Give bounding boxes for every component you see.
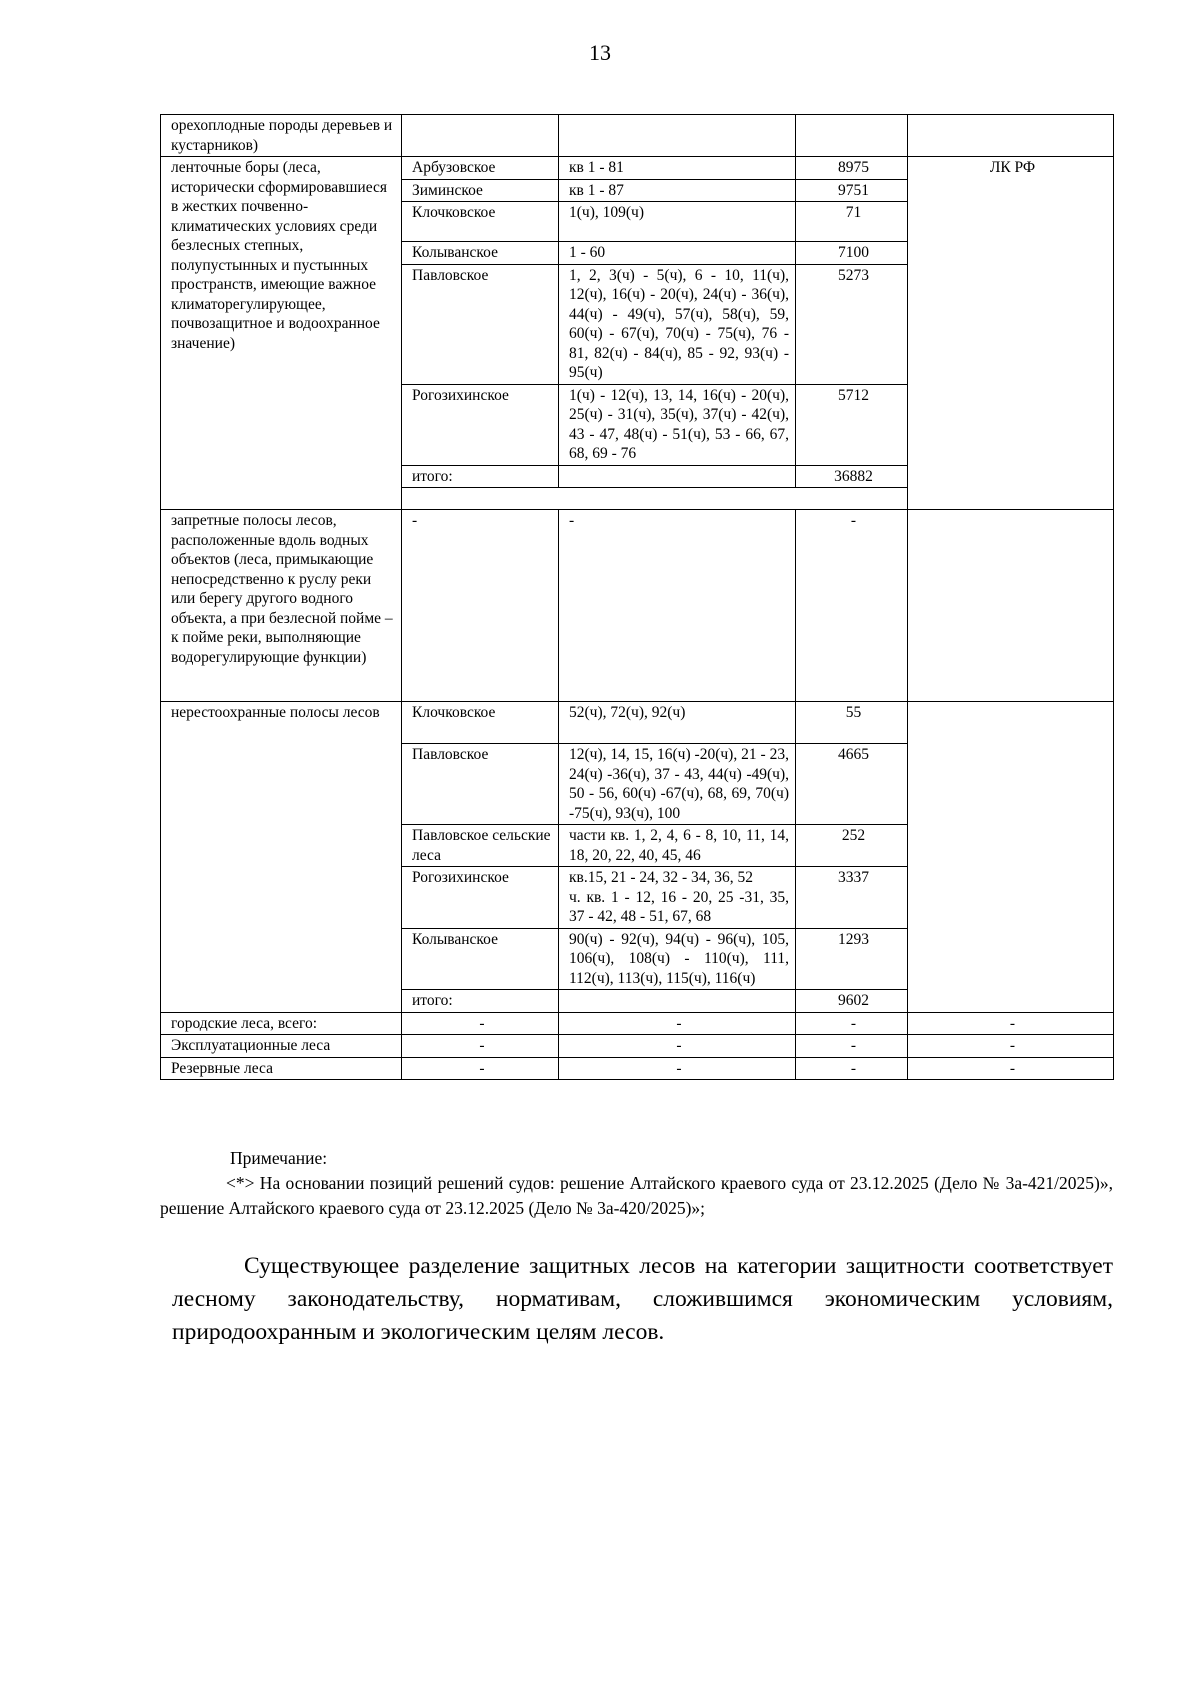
forestry-cell: Павловское (402, 744, 559, 825)
quarters-line: кв.15, 21 - 24, 32 - 34, 36, 52 (569, 869, 754, 886)
total-value: 36882 (796, 465, 908, 488)
quarters-cell (559, 867, 796, 929)
forestry-cell: Зиминское (402, 179, 559, 202)
note-title: Примечание: (230, 1148, 328, 1168)
forestry-cell: - (402, 1035, 559, 1058)
quarters-cell: - (559, 1035, 796, 1058)
total-label: итого: (402, 465, 559, 488)
area-cell (796, 488, 908, 510)
category-cell: городские леса, всего: (161, 1012, 402, 1035)
quarters-cell: - (559, 1057, 796, 1080)
conclusion-paragraph: Существующее разделение защитных лесов на категории защитности соответствует лесному законодательству, нормативам, сложившимся экономическим условиям, природоохранным и экологическим целям лесов. (172, 1253, 1113, 1345)
category-cell: запретные полосы лесов, расположенные вдоль водных объектов (леса, примыкающие непосредственно к руслу реки или берегу другого водного объекта, а при безлесной пойме – к пойме реки, выполняющие водорегулирующие функции) (161, 510, 402, 702)
area-cell: - (796, 1057, 908, 1080)
forestry-cell: - (402, 1057, 559, 1080)
category-cell: Резервные леса (161, 1057, 402, 1080)
area-cell: 3337 (796, 867, 908, 929)
note-block (160, 1146, 1113, 1221)
document-cell (908, 510, 1114, 702)
protective-forests-table (160, 114, 1114, 1080)
table-row (161, 1057, 1114, 1080)
table-row (161, 1012, 1114, 1035)
category-cell: Эксплуатационные леса (161, 1035, 402, 1058)
area-cell: - (796, 1035, 908, 1058)
area-cell: 5273 (796, 264, 908, 384)
quarters-cell (559, 990, 796, 1013)
quarters-cell: 1(ч) - 12(ч), 13, 14, 16(ч) - 20(ч), 25(ч) - 31(ч), 35(ч), 37(ч) - 42(ч), 43 - 47, 48(ч) - 51(ч), 53 - 66, 67, 68, 69 - 76 (559, 384, 796, 465)
area-cell: 71 (796, 202, 908, 242)
quarters-cell: 1, 2, 3(ч) - 5(ч), 6 - 10, 11(ч), 12(ч), 16(ч) - 20(ч), 24(ч) - 36(ч), 44(ч) - 49(ч), 57(ч), 58(ч), 59, 60(ч) - 67(ч), 70(ч) - 75(ч), 76 - 81, 82(ч) - 84(ч), 85 - 92, 93(ч) - 95(ч) (559, 264, 796, 384)
forestry-cell: Павловское (402, 264, 559, 384)
area-cell: 7100 (796, 242, 908, 265)
forestry-cell: Колыванское (402, 928, 559, 990)
quarters-cell: - (559, 1012, 796, 1035)
table-row (161, 702, 1114, 744)
document-cell: - (908, 1035, 1114, 1058)
document-cell (908, 702, 1114, 1013)
table-row (161, 157, 1114, 180)
quarters-cell (559, 488, 796, 510)
forestry-cell: Клочковское (402, 702, 559, 744)
document-cell: - (908, 1057, 1114, 1080)
area-cell: 9751 (796, 179, 908, 202)
quarters-cell (559, 465, 796, 488)
forestry-cell (402, 115, 559, 157)
quarters-line: ч. кв. 1 - 12, 16 - 20, 25 -31, 35, 37 - 42, 48 - 51, 67, 68 (569, 888, 789, 925)
quarters-cell: кв 1 - 87 (559, 179, 796, 202)
quarters-cell: 90(ч) - 92(ч), 94(ч) - 96(ч), 105, 106(ч), 108(ч) - 110(ч), 111, 112(ч), 113(ч), 115(ч), 116(ч) (559, 928, 796, 990)
forestry-cell (402, 488, 559, 510)
area-cell: 1293 (796, 928, 908, 990)
total-value: 9602 (796, 990, 908, 1013)
category-cell: нерестоохранные полосы лесов (161, 702, 402, 1013)
area-cell (796, 115, 908, 157)
forestry-cell: Клочковское (402, 202, 559, 242)
area-cell: 5712 (796, 384, 908, 465)
quarters-cell (559, 115, 796, 157)
forestry-cell: Колыванское (402, 242, 559, 265)
total-label: итого: (402, 990, 559, 1013)
forestry-cell: Рогозихинское (402, 384, 559, 465)
page-number: 13 (589, 40, 611, 65)
note-text: <*> На основании позиций решений судов: решение Алтайского краевого суда от 23.12.2025 (Дело № 3а-421/2025)», решение Алтайского краевого суда от 23.12.2025 (Дело № 3а-420/2025)»; (160, 1173, 1113, 1218)
forestry-cell: Рогозихинское (402, 867, 559, 929)
quarters-cell: кв 1 - 81 (559, 157, 796, 180)
area-cell: 4665 (796, 744, 908, 825)
forestry-cell: - (402, 510, 559, 702)
quarters-cell: 1 - 60 (559, 242, 796, 265)
quarters-cell: 12(ч), 14, 15, 16(ч) -20(ч), 21 - 23, 24(ч) -36(ч), 37 - 43, 44(ч) -49(ч), 50 - 56, 60(ч) -67(ч), 68, 69, 70(ч) -75(ч), 93(ч), 100 (559, 744, 796, 825)
area-cell: 55 (796, 702, 908, 744)
table-row (161, 115, 1114, 157)
table-row (161, 1035, 1114, 1058)
document-cell: - (908, 1012, 1114, 1035)
area-cell: 252 (796, 825, 908, 867)
document-cell: ЛК РФ (908, 157, 1114, 510)
quarters-cell: части кв. 1, 2, 4, 6 - 8, 10, 11, 14, 18, 20, 22, 40, 45, 46 (559, 825, 796, 867)
forestry-cell: Павловское сельские леса (402, 825, 559, 867)
area-cell: 8975 (796, 157, 908, 180)
quarters-cell: 52(ч), 72(ч), 92(ч) (559, 702, 796, 744)
quarters-cell: - (559, 510, 796, 702)
category-cell: орехоплодные породы деревьев и кустарников) (161, 115, 402, 157)
quarters-cell: 1(ч), 109(ч) (559, 202, 796, 242)
table-row (161, 510, 1114, 702)
forestry-cell: Арбузовское (402, 157, 559, 180)
area-cell: - (796, 1012, 908, 1035)
category-cell: ленточные боры (леса, исторически сформировавшиеся в жестких почвенно-климатических условиях среди безлесных степных, полупустынных и пустынных пространств, имеющие важное климаторегулирующее, почвозащитное и водоохранное значение) (161, 157, 402, 510)
forestry-cell: - (402, 1012, 559, 1035)
area-cell: - (796, 510, 908, 702)
document-cell (908, 115, 1114, 157)
